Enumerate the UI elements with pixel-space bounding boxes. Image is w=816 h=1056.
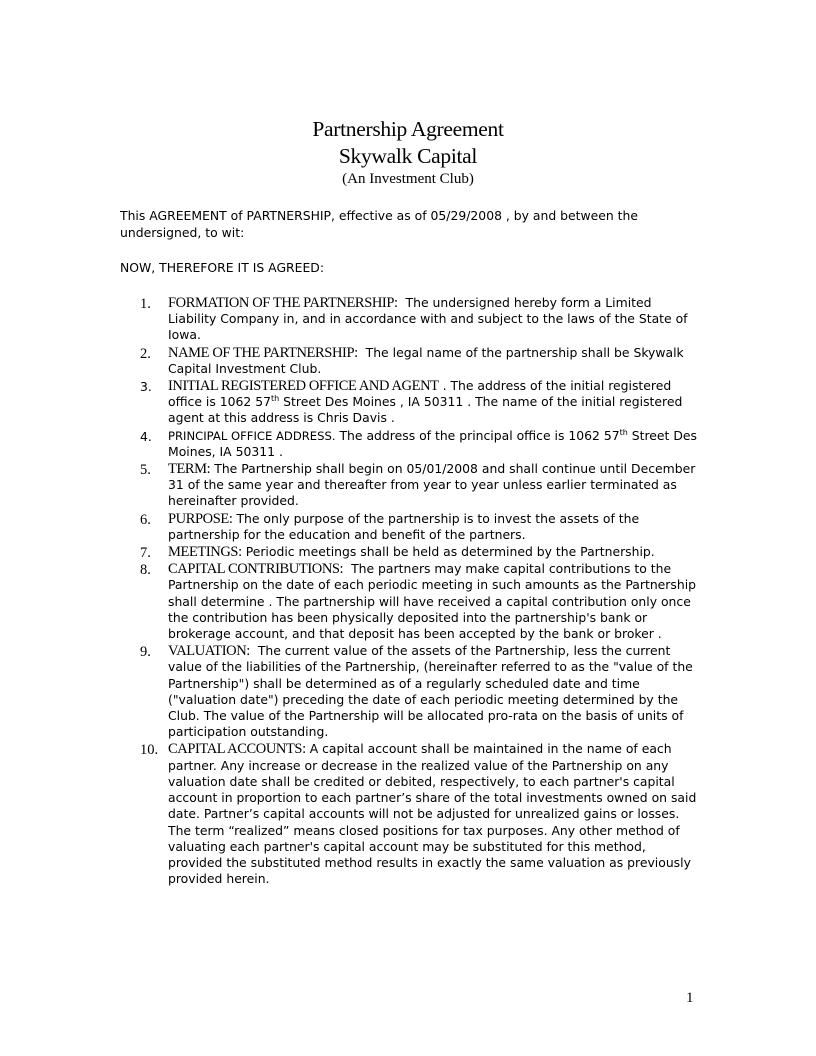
document-title: Partnership Agreement <box>312 117 504 141</box>
clause-heading: VALUATION: <box>168 643 250 660</box>
clause-text-continued: Street Des Moines , IA 50311 . The name of the initial registered agent at this address is Chris Davis . <box>168 394 683 426</box>
clause-text: The address of the principal office is 1062 57 <box>335 427 620 443</box>
clause-number: 5. <box>140 462 151 479</box>
title-block <box>0 116 816 189</box>
clause-list <box>0 295 816 888</box>
club-subtitle: (An Investment Club) <box>342 171 474 187</box>
agreed-paragraph: NOW, THEREFORE IT IS AGREED: <box>120 260 325 275</box>
ordinal-suffix: th <box>271 394 280 404</box>
clause-text: Periodic meetings shall be held as determined by the Partnership. <box>245 544 655 560</box>
clause-text: The only purpose of the partnership is to invest the assets of the partnership for the education and benefit of the partners. <box>168 510 640 542</box>
clause-text: The legal name of the partnership shall be Skywalk Capital Investment Club. <box>168 344 684 376</box>
clause-number: 3. <box>140 379 152 395</box>
clause-text: The undersigned hereby form a Limited Liability Company in, and in accordance with and subject to the laws of the State of Iowa. <box>168 295 688 343</box>
clause-principal-office <box>0 428 698 460</box>
clause-number: 2. <box>140 345 151 362</box>
clause-formation <box>0 295 698 344</box>
clause-capital-accounts <box>0 741 698 887</box>
clause-heading: PURPOSE: <box>168 510 233 527</box>
intro-paragraph: This AGREEMENT of PARTNERSHIP, effective as of 05/29/2008 , by and between the undersigned, to wit: <box>120 208 639 240</box>
clause-heading: PRINCIPAL OFFICE ADDRESS. <box>168 428 336 443</box>
clause-text: The Partnership shall begin on 05/01/2008 and shall continue until December 31 of the same year and thereafter from year to year unless earlier terminated as hereinafter provided. <box>168 461 696 509</box>
clause-heading: FORMATION OF THE PARTNERSHIP: <box>168 295 398 311</box>
clause-meetings <box>0 544 698 560</box>
clause-number: 8. <box>140 562 151 579</box>
page-number: 1 <box>686 990 694 1006</box>
ordinal-suffix: th <box>619 427 628 437</box>
clause-heading: CAPITAL ACCOUNTS: <box>168 741 306 758</box>
clause-name <box>0 345 698 377</box>
clause-heading: NAME OF THE PARTNERSHIP: <box>168 344 358 361</box>
clause-number: 4. <box>140 428 152 444</box>
clause-number: 6. <box>140 511 151 528</box>
clause-number: 10. <box>140 742 159 759</box>
clause-heading: MEETINGS: <box>168 544 242 561</box>
clause-purpose <box>0 511 698 543</box>
clause-heading: INITIAL REGISTERED OFFICE AND AGENT <box>168 378 439 395</box>
clause-valuation <box>0 643 698 740</box>
club-name: Skywalk Capital <box>338 144 478 168</box>
clause-term <box>0 461 698 510</box>
clause-text: . The address of the initial registered office is 1062 57 <box>168 378 672 410</box>
clause-number: 1. <box>140 296 151 312</box>
clause-text: The partners may make capital contributions to the Partnership on the date of each periodic meeting in such amounts as the Partnership shall determine . The partnership will have received a capital contribution only once the contribution has been physically deposited into the partnership's bank or brokerage account, and that deposit has been accepted by the bank or broker . <box>168 561 697 642</box>
clause-text-continued: Street Des Moines, IA 50311 . <box>168 427 697 459</box>
clause-number: 9. <box>140 644 151 661</box>
clause-text: A capital account shall be maintained in the name of each partner. Any increase or decrease in the realized value of the Partnership on any valuation date shall be credited or debited, respectively, to each partner's capital account in proportion to each partner’s share of the total investments owned on said date. Partner’s capital accounts will not be adjusted for unrealized gains or losses. The term “realized” means closed positions for tax purposes. Any other method of valuating each partner's capital account may be substituted for this method, provided the substituted method results in exactly the same valuation as previously provided herein. <box>168 741 697 887</box>
clause-text: The current value of the assets of the Partnership, less the current value of the liabilities of the Partnership, (hereinafter referred to as the "value of the Partnership") shall be determined as of a regularly scheduled date and time ("valuation date") preceding the date of each periodic meeting determined by the Club. The value of the Partnership will be allocated pro-rata on the basis of units of participation outstanding. <box>168 643 693 740</box>
clause-capital-contributions <box>0 561 698 642</box>
clause-heading: CAPITAL CONTRIBUTIONS: <box>168 561 344 578</box>
clause-registered-office <box>0 378 698 427</box>
clause-heading: TERM: <box>168 461 211 478</box>
clause-number: 7. <box>140 545 151 562</box>
